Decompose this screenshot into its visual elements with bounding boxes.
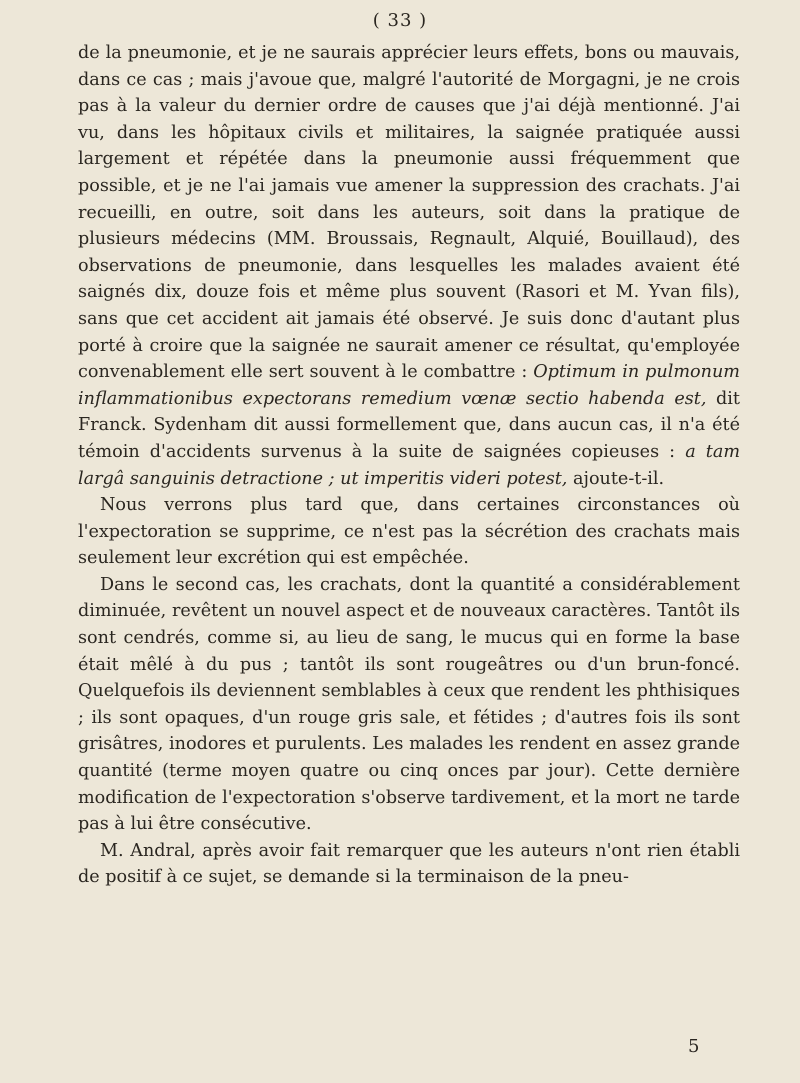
signature-mark: 5: [688, 1036, 700, 1057]
quote-sydenham: a tam largâ sanguinis detractione ; ut imperitis videri potest,: [78, 441, 741, 489]
quote-franck: Optimum in pulmonum inflammationibus expectorans remedium vœnæ sectio habenda est,: [78, 362, 740, 409]
page-number: ( 33 ): [372, 10, 428, 31]
paragraph-2: Nous verrons plus tard que, dans certaines circonstances où l'expectoration se supprime, ce n'est pas la sécrétion des crachats mais seulement leur excrétion qui est empêchée.: [78, 495, 740, 569]
paragraph-1: [78, 40, 740, 492]
body-text: [78, 40, 740, 891]
paragraph-1-text: de la pneumonie, et je ne saurais apprécier leurs effets, bons ou mauvais, dans ce cas ; mais j'avoue que, malgré l'autorité de Morgagni, je ne crois pas à la valeur du dernier ordre de causes que j'ai déjà mentionné. J'ai vu, dans les hôpitaux civils et militaires, la saignée pratiquée aussi largement et répétée dans la pneumonie aussi fréquemment que possible, et je ne l'ai jamais vue amener la suppression des crachats. J'ai recueilli, en outre, soit dans les auteurs, soit dans la pratique de plusieurs médecins (MM. Broussais, Regnault, Alquié, Bouillaud), des observations de pneumonie, dans lesquelles les malades avaient été saignés dix, douze fois et même plus souvent (Rasori et M. Yvan fils), sans que cet accident ait jamais été observé. Je suis donc d'autant plus porté à croire que la saignée ne saurait amener ce résultat, qu'employée convenablement elle sert souvent à le combattre :: [78, 43, 740, 383]
paragraph-1-text-3: ajoute-t-il.: [567, 468, 665, 489]
paragraph-3: Dans le second cas, les crachats, dont la quantité a considérablement diminuée, revêtent un nouvel aspect et de nouveaux caractères. Tantôt ils sont cendrés, comme si, au lieu de sang, le mucus qui en forme la base était mêlé à du pus ; tantôt ils sont rougeâtres ou d'un brun-foncé. Quelquefois ils deviennent semblables à ceux que rendent les phthisiques ; ils sont opaques, d'un rouge gris sale, et fétides ; d'autres fois ils sont grisâtres, inodores et purulents. Les malades les rendent en assez grande quantité (terme moyen quatre ou cinq onces par jour). Cette dernière modification de l'expectoration s'observe tardivement, et la mort ne tarde pas à lui être consécutive.: [78, 574, 740, 835]
paragraph-1-text-2: dit Franck. Sydenham dit aussi formellement que, dans aucun cas, il n'a été témoin d'accidents survenus à la suite de saignées copieuses :: [78, 388, 740, 462]
paragraph-4: M. Andral, après avoir fait remarquer que les auteurs n'ont rien établi de positif à ce sujet, se demande si la terminaison de la pneu-: [78, 840, 740, 888]
